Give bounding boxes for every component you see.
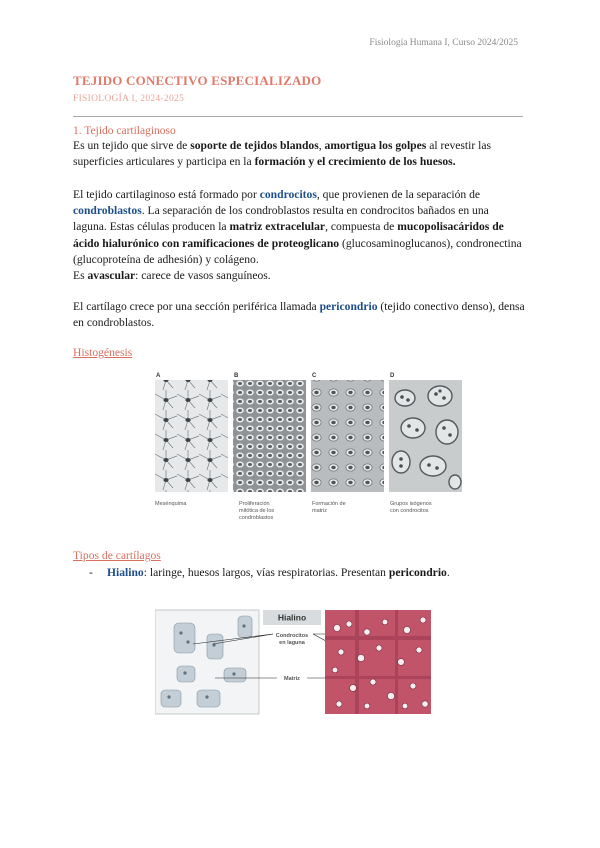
histogenesis-figure <box>155 370 465 530</box>
panel-c-letter: C <box>312 373 317 379</box>
document-title: TEJIDO CONECTIVO ESPECIALIZADO <box>73 73 322 88</box>
panel-a-caption: Mesénquima <box>155 501 187 507</box>
paragraph-intro: Es un tejido que sirve de soporte de tejidos blandos, amortigua los golpes al revestir las superficies articulares y participa en la formación y el crecimiento de los huesos. <box>73 139 492 169</box>
document-subtitle: FISIOLOGÍA I, 2024-2025 <box>73 94 185 104</box>
hialino-title: Hialino <box>277 612 307 623</box>
title-divider <box>73 116 523 117</box>
histogenesis-heading: Histogénesis <box>73 346 133 359</box>
section-heading: 1. Tejido cartilaginoso <box>73 125 176 137</box>
panel-a-image <box>155 380 228 492</box>
panel-c-caption-2: matriz <box>312 508 327 514</box>
panel-b-letter: B <box>234 373 239 379</box>
tipos-heading: Tipos de cartílagos <box>73 549 161 562</box>
panel-c-image <box>311 380 384 492</box>
running-header: Fisiología Humana I, Curso 2024/2025 <box>369 38 518 48</box>
hialino-figure <box>155 606 431 716</box>
hialino-micrograph <box>325 610 431 714</box>
list-item-hialino: - Hialino: laringe, huesos largos, vías respiratorias. Presentan pericondrio. <box>89 566 450 579</box>
panel-b-caption-1: Proliferación <box>239 501 270 507</box>
label-cells-1: Condrocitos <box>275 633 309 639</box>
panel-a-letter: A <box>156 373 161 379</box>
panel-d-caption-1: Grupos isógenos <box>390 501 432 507</box>
panel-d-caption-2: con condrocitos <box>390 508 429 514</box>
label-cells-2: en laguna <box>279 640 305 646</box>
panel-b-image <box>233 380 306 492</box>
label-matrix: Matriz <box>284 676 300 682</box>
panel-b-caption-2: mitótica de los <box>239 508 275 514</box>
paragraph-composition: El tejido cartilaginoso está formado por condrocitos, que provienen de la separación de condroblastos. La separación de los condroblastos resulta en condrocitos bañados en una laguna. Estas células producen la matriz extracelular, compuesta de mucopolisacáridos de ácido hialurónico con ramificaciones de proteoglicano (glucosaminoglucanos), condronectina (glucoproteína de adhesión) y colágeno. Es avascular: carece de vasos sanguíneos. <box>73 188 522 283</box>
paragraph-growth: El cartílago crece por una sección periférica llamada pericondrio (tejido conectivo denso), densa en condroblastos. <box>73 300 525 330</box>
panel-b-caption-3: condroblastos <box>239 515 274 521</box>
panel-c-caption-1: Formación de <box>312 501 346 507</box>
panel-d-letter: D <box>390 373 395 379</box>
